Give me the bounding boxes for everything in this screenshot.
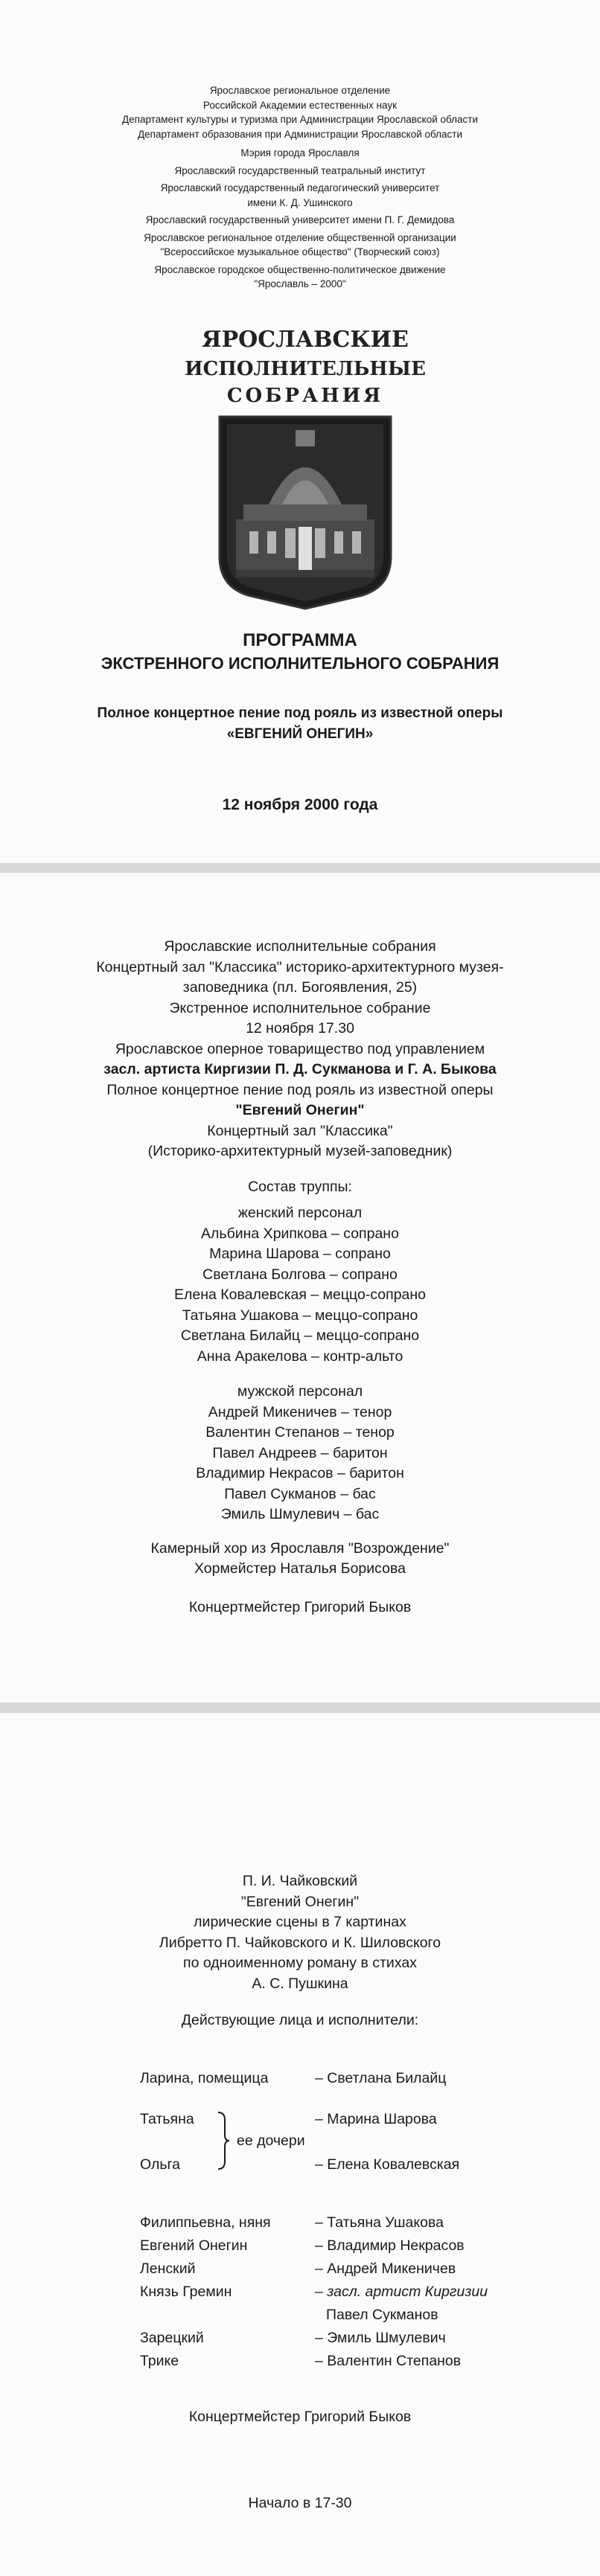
actor: – Татьяна Ушакова bbox=[315, 2214, 444, 2231]
role: Ольга bbox=[140, 2156, 181, 2173]
info-line: Полное концертное пение под рояль из известной оперы bbox=[106, 1081, 494, 1098]
choir-master: Хормейстер Наталья Борисова bbox=[194, 1560, 406, 1577]
logo-line-2: ИСПОЛНИТЕЛЬНЫЕ bbox=[185, 358, 426, 380]
role: Филиппьевна, няня bbox=[140, 2214, 271, 2231]
header-line: Ярославское городское общественно-политическое движение bbox=[154, 263, 446, 275]
start-time: Начало в 17-30 bbox=[248, 2495, 352, 2511]
list-item: Светлана Болгова – сопрано bbox=[202, 1266, 398, 1283]
cast-table bbox=[140, 2067, 542, 2176]
header-line: "Ярославль – 2000" bbox=[254, 278, 346, 289]
male-heading: мужской персонал bbox=[237, 1383, 363, 1400]
list-item: Анна Аракелова – контр-альто bbox=[197, 1348, 403, 1365]
opera-title: "Евгений Онегин" bbox=[235, 1102, 365, 1118]
info-line: Ярославское оперное товарищество под управлением bbox=[115, 1040, 485, 1057]
page-troupe bbox=[0, 873, 600, 1702]
header-line: Российской Академии естественных наук bbox=[202, 99, 398, 111]
table-row bbox=[140, 2234, 542, 2258]
intro-line: Либретто П. Чайковского и К. Шиловского bbox=[159, 1934, 441, 1951]
table-row bbox=[140, 2153, 542, 2176]
actor: – Эмиль Шмулевич bbox=[315, 2330, 446, 2346]
cast-table-rest bbox=[140, 2211, 542, 2373]
table-row bbox=[140, 2108, 542, 2131]
header-line: Департамент образования при Администрации Ярославской области bbox=[138, 128, 462, 140]
table-row bbox=[140, 2281, 542, 2304]
cast-heading: Действующие лица и исполнители: bbox=[181, 2012, 419, 2028]
table-row bbox=[140, 2067, 542, 2090]
list-item: Татьяна Ушакова – меццо-сопрано bbox=[182, 1307, 418, 1324]
list-item: Альбина Хрипкова – сопрано bbox=[201, 1225, 399, 1242]
page-gap bbox=[0, 1702, 600, 1713]
role: Татьяна bbox=[140, 2111, 194, 2127]
family-label: ее дочери bbox=[237, 2133, 305, 2149]
intro-line: "Евгений Онегин" bbox=[240, 1893, 360, 1910]
header-line: Мэрия города Ярославля bbox=[240, 147, 360, 158]
list-item: Марина Шарова – сопрано bbox=[209, 1246, 391, 1262]
header-line: Ярославский государственный театральный институт bbox=[174, 164, 426, 176]
female-heading: женский персонал bbox=[237, 1205, 363, 1221]
intro-line: П. И. Чайковский bbox=[242, 1873, 358, 1889]
actor: – Валентин Степанов bbox=[315, 2353, 462, 2369]
organizers-header bbox=[0, 83, 600, 292]
header-line: Ярославский государственный университет имени П. Г. Демидова bbox=[145, 214, 455, 225]
actor: – засл. артист Киргизии bbox=[315, 2284, 488, 2300]
header-line: Ярославское региональное отделение bbox=[209, 85, 391, 96]
actor: Павел Сукманов bbox=[326, 2307, 438, 2323]
table-row bbox=[140, 2211, 542, 2234]
intro-line: А. С. Пушкина bbox=[252, 1975, 348, 1992]
table-row bbox=[140, 2327, 542, 2350]
intro-line: лирические сцены в 7 картинах bbox=[194, 1914, 406, 1930]
choir-line: Камерный хор из Ярославля "Возрождение" bbox=[150, 1539, 450, 1557]
header-line: имени К. Д. Ушинского bbox=[247, 196, 353, 208]
program-title: ПРОГРАММА bbox=[243, 630, 357, 650]
list-item: Андрей Микеничев – тенор bbox=[208, 1403, 392, 1420]
list-item: Светлана Билайц – меццо-сопрано bbox=[180, 1327, 420, 1344]
header-line: Ярославский государственный педагогический университет bbox=[160, 182, 440, 193]
role: Трике bbox=[140, 2353, 179, 2369]
event-info bbox=[0, 937, 600, 1618]
info-line: 12 ноября 17.30 bbox=[246, 1020, 354, 1037]
info-line: заповедника (пл. Богоявления, 25) bbox=[182, 979, 418, 996]
date: 12 ноября 2000 года bbox=[222, 796, 378, 813]
actor: – Елена Ковалевская bbox=[315, 2156, 460, 2173]
role: Зарецкий bbox=[140, 2330, 204, 2346]
actor: – Владимир Некрасов bbox=[315, 2237, 465, 2254]
table-row bbox=[140, 2258, 542, 2281]
subtitle: Полное концертное пение под рояль из известной оперы bbox=[97, 705, 503, 721]
intro-line: по одноименному роману в стихах bbox=[183, 1955, 417, 1971]
list-item: Владимир Некрасов – баритон bbox=[196, 1465, 404, 1481]
troupe-heading: Состав труппы: bbox=[248, 1178, 352, 1195]
list-item: Елена Ковалевская – меццо-сопрано bbox=[174, 1287, 426, 1303]
brace-icon bbox=[216, 2111, 231, 2170]
role: Ленский bbox=[140, 2261, 196, 2277]
role: Евгений Онегин bbox=[140, 2237, 248, 2254]
list-item: Павел Андреев – баритон bbox=[212, 1444, 388, 1461]
role: Князь Гремин bbox=[140, 2284, 232, 2300]
opera-name: «ЕВГЕНИЙ ОНЕГИН» bbox=[226, 726, 374, 742]
header-line: Ярославское региональное отделение общественной организации bbox=[144, 231, 456, 243]
header-line: Департамент культуры и туризма при Администрации Ярославской области bbox=[121, 114, 478, 125]
logo-line-3: СОБРАНИЯ bbox=[226, 385, 384, 407]
page-cover bbox=[0, 0, 600, 863]
info-line: Ярославские исполнительные собрания bbox=[164, 938, 436, 955]
list-item: Павел Сукманов – бас bbox=[224, 1485, 376, 1502]
page-gap bbox=[0, 863, 600, 873]
header-line: "Всероссийское музыкальное общество" (Творческий союз) bbox=[160, 246, 440, 257]
actor: – Марина Шарова bbox=[315, 2111, 437, 2127]
role: Ларина, помещица bbox=[140, 2070, 269, 2086]
table-row bbox=[140, 2350, 542, 2373]
program-title-2: ЭКСТРЕННОГО ИСПОЛНИТЕЛЬНОГО СОБРАНИЯ bbox=[100, 654, 500, 673]
opera-intro bbox=[0, 1871, 600, 2031]
actor: – Андрей Микеничев bbox=[315, 2261, 456, 2277]
hall-line: Концертный зал "Классика" bbox=[207, 1122, 393, 1139]
list-item: Эмиль Шмулевич – бас bbox=[220, 1506, 380, 1522]
list-item: Валентин Степанов – тенор bbox=[205, 1424, 395, 1441]
table-row bbox=[140, 2304, 542, 2327]
directors-line: засл. артиста Киргизии П. Д. Сукманова и Г. А. Быкова bbox=[103, 1061, 497, 1077]
hall-line: (Историко-архитектурный музей-заповедник) bbox=[147, 1143, 453, 1159]
info-line: Концертный зал "Классика" историко-архитектурного музея- bbox=[96, 958, 504, 975]
info-line: Экстренное исполнительное собрание bbox=[169, 999, 431, 1016]
accompanist: Концертмейстер Григорий Быков bbox=[188, 1598, 412, 1615]
actor: – Светлана Билайц bbox=[315, 2070, 447, 2086]
festival-logo bbox=[185, 318, 426, 609]
logo-line-1: ЯРОСЛАВСКИЕ bbox=[202, 327, 409, 353]
accompanist: Концертмейстер Григорий Быков bbox=[188, 2409, 412, 2425]
